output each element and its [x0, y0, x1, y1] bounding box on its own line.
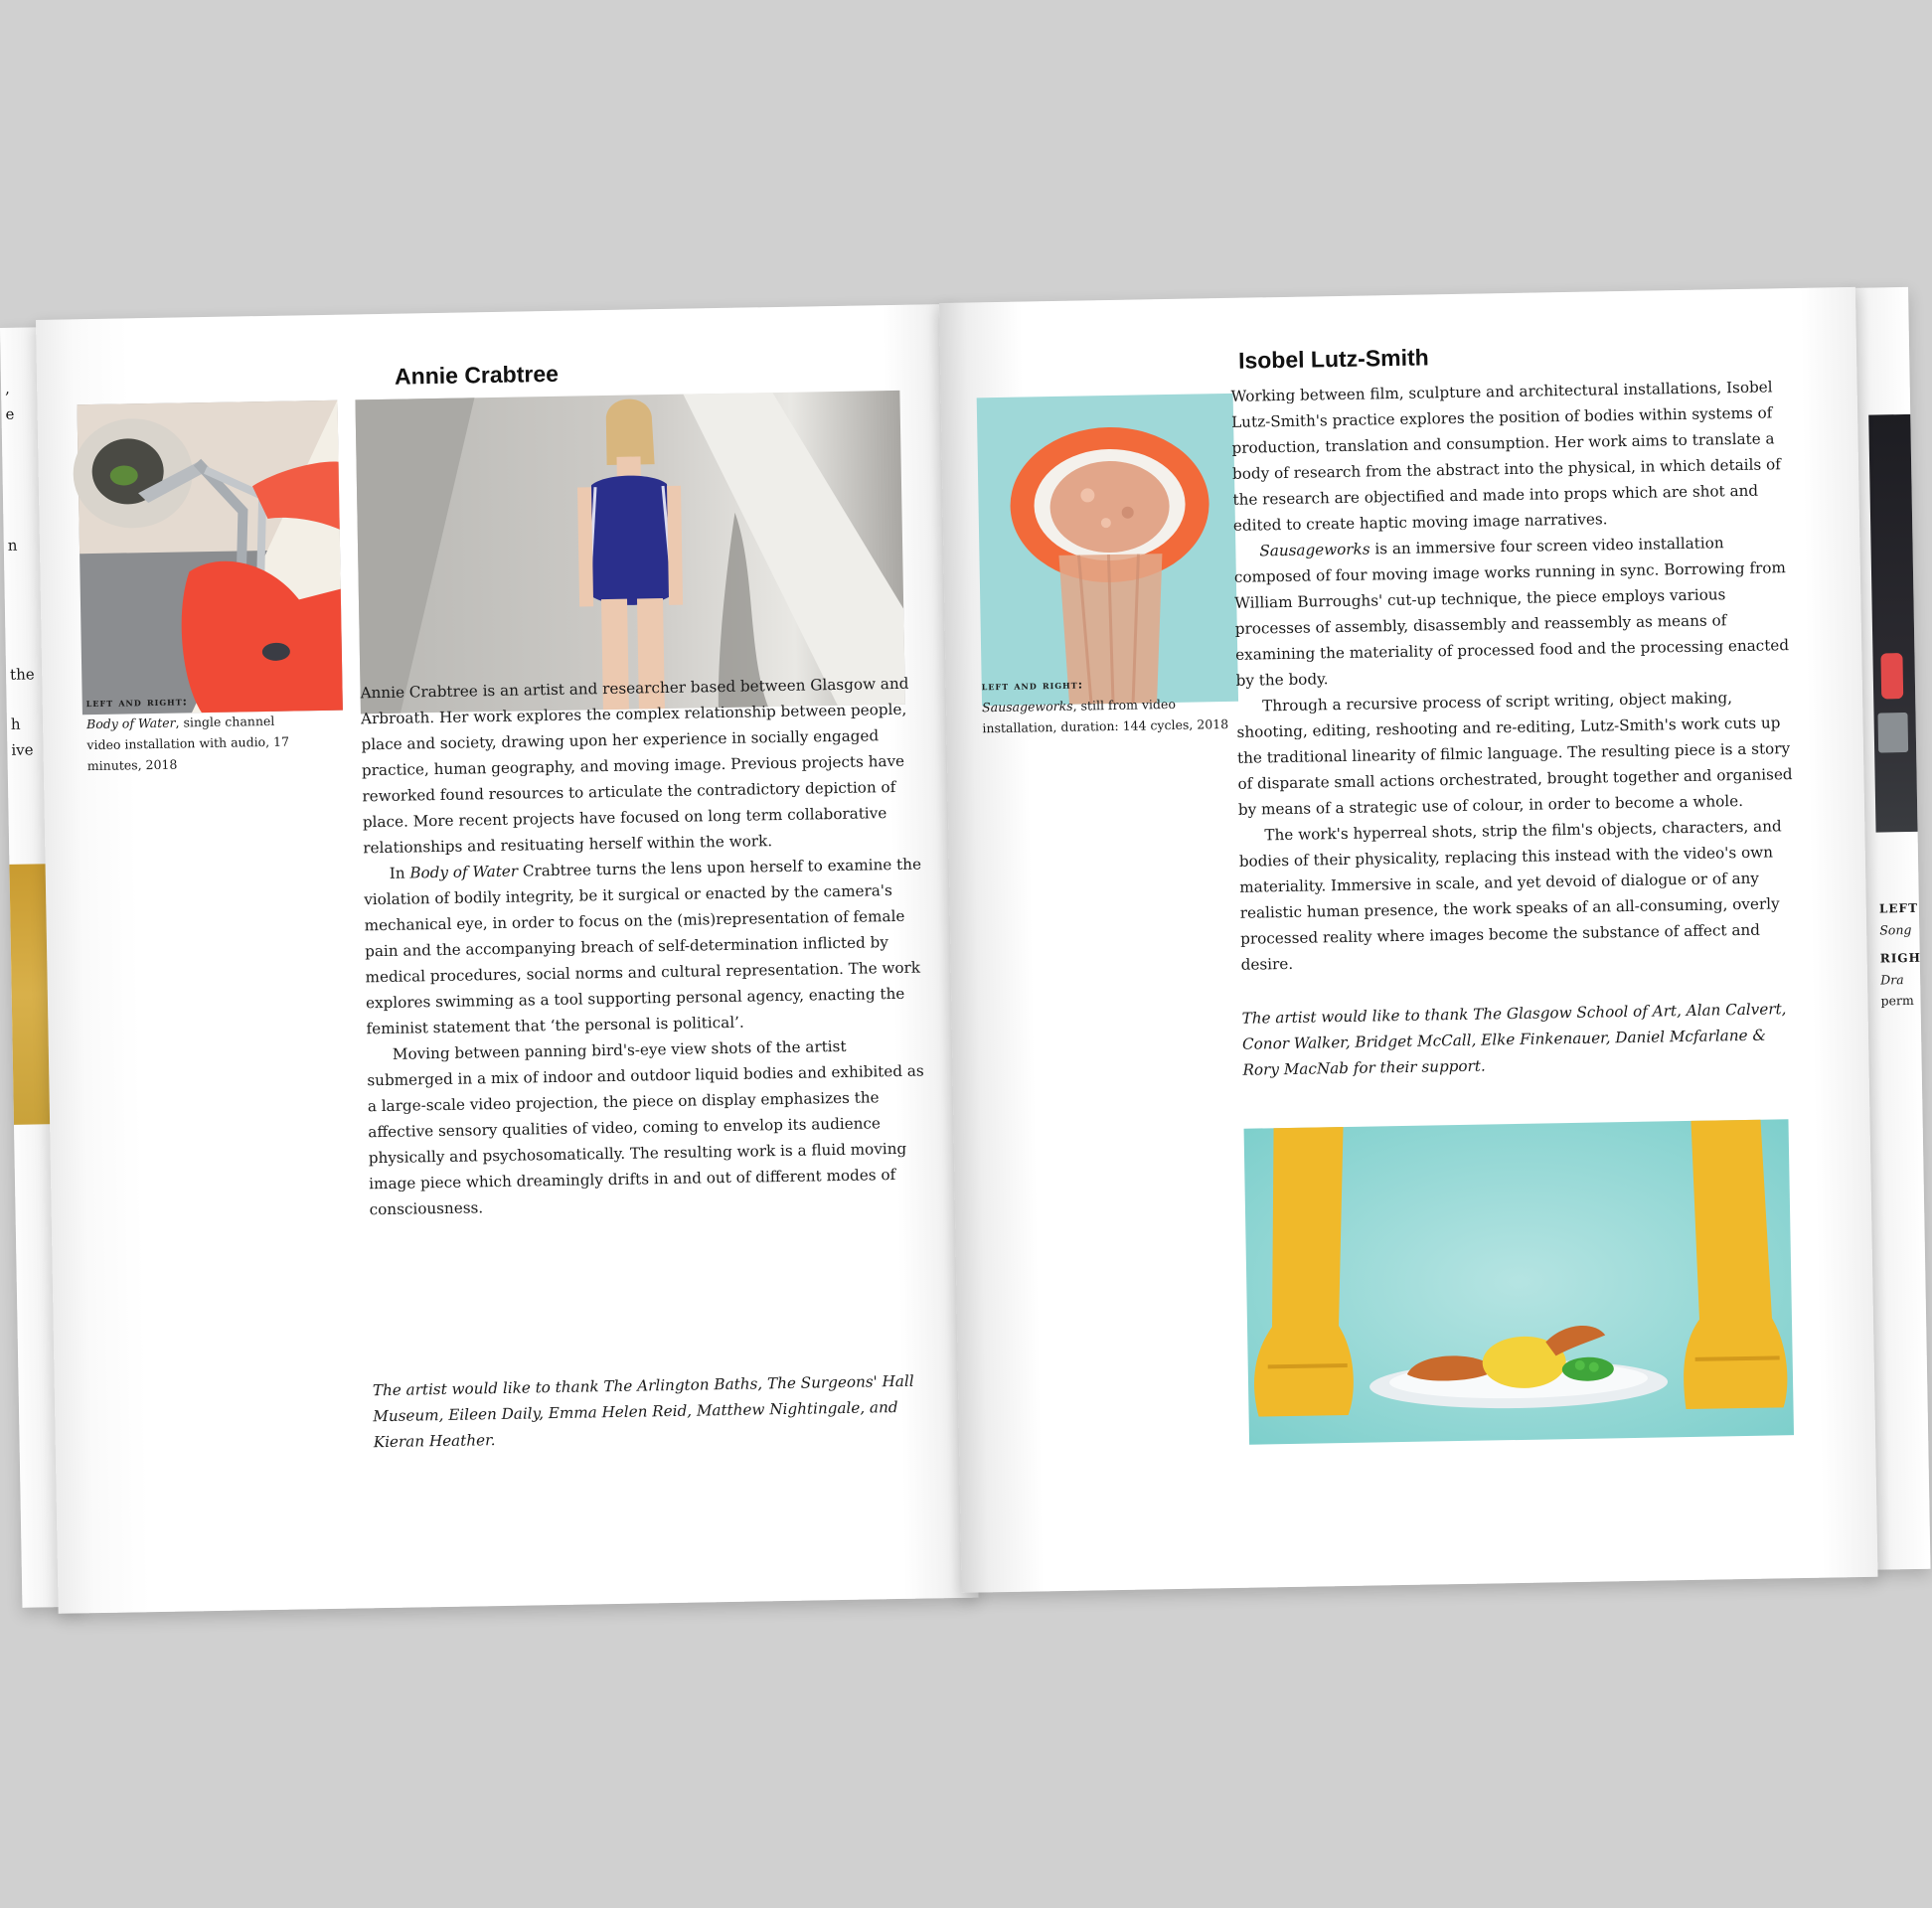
paragraph: Through a recursive process of script writing, object making, shooting, editing, reshooting and re-editing, Lutz-Smith's work cuts up the traditional linearity of filmic language. The resulting piece is a story of disparate small actions orchestrated, brought together and organised by means of a strategic use of colour, in order to become a whole.: [1236, 689, 1793, 819]
surgical-instrument-photo: [77, 400, 342, 716]
paragraph: In Body of Water Crabtree turns the lens upon herself to examine the violation of bodily integrity, be it surgical or enacted by the camera's mechanical eye, in order to focus on the (mis)representation of female pain and the accompanying breach of self-determination inflicted by medical procedures, social norms and cultural representation. The work explores swimming as a tool supporting personal agency, enacting the feminist statement that ‘the personal is political’.: [364, 855, 922, 1038]
edge-fragment: the: [9, 665, 35, 684]
edge-caption: LEFT Song RIGH Dra perm: [1878, 900, 1922, 1009]
artist-body-text: [360, 671, 927, 1223]
acknowledgements: The artist would like to thank The Glasgow School of Art, Alan Calvert, Conor Walker, Bridget McCall, Elke Finkenauer, Daniel Mcfarlane & Rory MacNab for their support.: [1241, 1000, 1787, 1079]
acknowledgements: The artist would like to thank The Arlington Baths, The Surgeons' Hall Museum, Eileen Daily, Emma Helen Reid, Matthew Nightingale, and Kieran Heather.: [372, 1371, 914, 1452]
image-caption: left and right: Sausageworks, still from video installation, duration: 144 cycles, 2018: [981, 677, 1229, 736]
edge-fragment: n: [7, 536, 18, 555]
edge-fragment: ,: [4, 379, 11, 398]
image-caption: left and right: Body of Water, single channel video installation with audio, 17 minutes, 2018: [85, 694, 290, 774]
artist-name: Annie Crabtree: [394, 360, 560, 390]
edge-fragment: h: [10, 715, 21, 733]
paragraph: Working between film, sculpture and architectural installations, Isobel Lutz-Smith's practice explores the position of bodies within systems of production, translation and consumption. Her work aims to translate a body of research from the abstract into the physical, in which details of the research are objectified and made into props which are shot and edited to create haptic moving image narratives.: [1230, 378, 1781, 535]
mouth-with-food-photo: [977, 394, 1238, 706]
paragraph: Sausageworks is an immersive four screen video installation composed of four moving image works running in sync. Borrowing from William Burroughs' cut-up technique, the piece employs various processes of assembly, disassembly and reassembly as means of examining the materiality of processed food and the processing enacted by the body.: [1233, 534, 1790, 690]
dark-photo-fragment: [1868, 414, 1917, 833]
artist-body-text: [1230, 374, 1797, 978]
edge-fragment: ive: [11, 740, 34, 759]
artist-name: Isobel Lutz-Smith: [1237, 344, 1429, 374]
page-annie-crabtree: [36, 304, 979, 1614]
edge-fragment: e: [5, 404, 15, 423]
paragraph: Moving between panning bird's-eye view shots of the artist submerged in a mix of indoor and outdoor liquid bodies and exhibited as a large-scale video projection, the piece on display emphasizes the affective sensory qualities of video, coming to envelop its audience physically and psychosomatically. The resulting work is a fluid moving image piece which dreamingly drifts in and out of different modes of consciousness.: [367, 1036, 924, 1219]
paragraph: The work's hyperreal shots, strip the film's objects, characters, and bodies of their physicality, replacing this instead with the video's own materiality. Immersive in scale, and yet devoid of dialogue or of any realistic human presence, the work speaks of an all-consuming, overly processed reality where images become the substance of affect and desire.: [1238, 817, 1782, 974]
woman-in-swimsuit-photo: [355, 391, 904, 715]
paragraph: Annie Crabtree is an artist and researcher based between Glasgow and Arbroath. Her work explores the complex relationship between people, place and society, drawing upon her experience in socially engaged practice, human geography, and moving image. Previous projects have reworked found resources to articulate the contradictory depiction of place. More recent projects have focused on long term collaborative relationships and resituating herself within the work.: [360, 674, 909, 858]
yellow-gloves-plate-photo: [1244, 1119, 1794, 1445]
page-isobel-lutz-smith: [939, 287, 1878, 1593]
